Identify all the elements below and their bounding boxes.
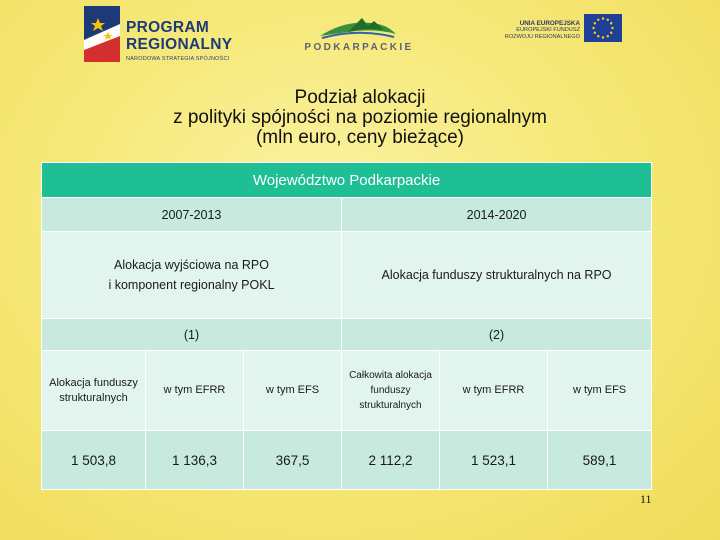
col-header-5: w tym EFRR [440, 351, 548, 431]
value-1: 1 503,8 [42, 431, 146, 490]
col-header-6: w tym EFS [548, 351, 652, 431]
left-description-line2: i komponent regionalny POKL [108, 278, 275, 292]
value-6: 589,1 [548, 431, 652, 490]
value-4: 2 112,2 [342, 431, 440, 490]
value-5: 1 523,1 [440, 431, 548, 490]
left-marker: (1) [42, 319, 342, 351]
program-logo-line2: REGIONALNY [126, 36, 233, 53]
period-row [42, 198, 652, 232]
program-regionalny-logo [84, 6, 254, 64]
allocation-table [41, 162, 652, 490]
period-right: 2014-2020 [342, 198, 652, 232]
eu-logo-line1: UNIA EUROPEJSKA [519, 20, 580, 27]
table-header-row [42, 163, 652, 198]
eu-logo [488, 14, 634, 56]
left-description-line1: Alokacja wyjściowa na RPO [114, 258, 269, 272]
left-description [42, 232, 342, 319]
col-header-1: Alokacja funduszy strukturalnych [42, 351, 146, 431]
marker-row [42, 319, 652, 351]
col-header-3: w tym EFS [244, 351, 342, 431]
period-left: 2007-2013 [42, 198, 342, 232]
column-header-row [42, 351, 652, 431]
col-header-4: Całkowita alokacja funduszy strukturalnych [342, 351, 440, 431]
eu-flag-icon [584, 14, 622, 42]
eu-logo-line3: ROZWOJU REGIONALNEGO [504, 33, 580, 40]
podkarpackie-name: PODKARPACKIE [304, 42, 414, 53]
value-2: 1 136,3 [146, 431, 244, 490]
page-title [60, 88, 660, 148]
program-logo-tagline: NARODOWA STRATEGIA SPÓJNOŚCI [126, 56, 230, 62]
title-line1: Podział alokacji [294, 87, 426, 108]
title-line3: (mln euro, ceny bieżące) [255, 127, 465, 148]
col-header-2: w tym EFRR [146, 351, 244, 431]
eu-logo-line2: EUROPEJSKI FUNDUSZ [516, 27, 580, 34]
eu-logo-text [488, 20, 580, 40]
podkarpackie-logo [298, 14, 420, 56]
mountain-swoosh-icon [318, 14, 398, 40]
region-header: Województwo Podkarpackie [42, 163, 652, 198]
values-row [42, 431, 652, 490]
title-line2: z polityki spójności na poziomie regionalnym [173, 107, 547, 128]
program-flag-icon [84, 6, 120, 62]
program-logo-line1: PROGRAM [126, 19, 210, 36]
right-description: Alokacja funduszy strukturalnych na RPO [342, 232, 652, 319]
value-3: 367,5 [244, 431, 342, 490]
right-marker: (2) [342, 319, 652, 351]
page-number: 11 [640, 492, 652, 506]
description-row [42, 232, 652, 319]
